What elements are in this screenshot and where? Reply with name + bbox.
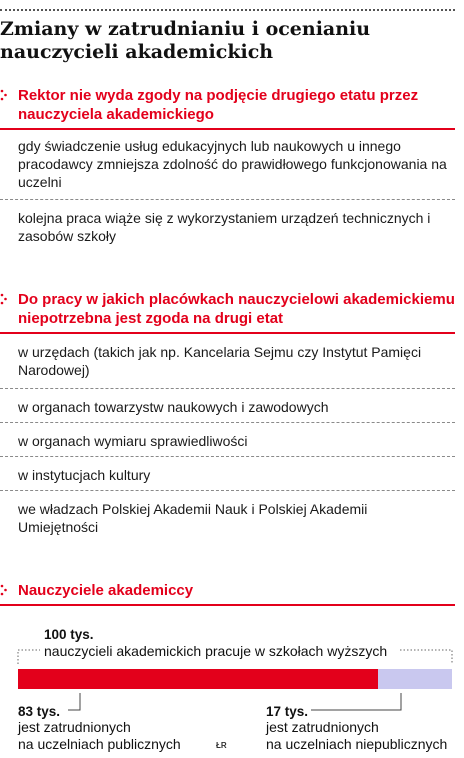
- section-heading-no-consent-needed: [0, 290, 455, 334]
- employment-bar: [18, 669, 452, 689]
- list-item: kolejna praca wiąże się z wykorzystaniem urządzeń technicznych i zasobów szkoły: [18, 210, 431, 244]
- public-label-line1: jest zatrudnionych: [18, 719, 131, 735]
- total-value: 100 tys.: [44, 627, 94, 642]
- top-divider: [0, 9, 455, 11]
- dotted-arrow-marker-icon: [0, 583, 10, 597]
- author-credit: ŁR: [216, 741, 227, 750]
- list-item: w organach wymiaru sprawiedliwości: [0, 423, 455, 457]
- public-share-bar: [18, 669, 378, 689]
- public-label-line2: na uczelniach publicznych: [18, 736, 181, 752]
- public-value: 83 tys.: [18, 704, 61, 719]
- private-label-line2: na uczelniach niepublicznych: [266, 736, 448, 752]
- section-heading-academics: [0, 581, 455, 606]
- dotted-arrow-marker-icon: [0, 292, 10, 306]
- list-item: gdy świadczenie usług edukacyjnych lub naukowych u innego pracodawcy zmniejsza zdolność do prawidłowego funkcjonowania na uczelni: [0, 137, 455, 200]
- list-item: w instytucjach kultury: [0, 457, 455, 491]
- exemption-list: [0, 343, 455, 537]
- section-heading-text: Nauczyciele akademiccy: [18, 582, 194, 599]
- page-title: Zmiany w zatrudnianiu i ocenianiu nauczycieli akademickich: [0, 18, 371, 63]
- list-item: w urzędach (takich jak np. Kancelaria Sejmu czy Instytut Pamięci Narodowej): [0, 343, 455, 389]
- no-consent-list: [0, 137, 455, 256]
- total-label: nauczycieli akademickich pracuje w szkołach wyższych: [44, 643, 388, 659]
- section-heading-text: Rektor nie wyda zgody na podjęcie drugiego etatu przez nauczyciela akademickiego: [18, 87, 419, 123]
- section-heading-no-consent: [0, 86, 455, 130]
- list-item: w organach towarzystw naukowych i zawodowych: [0, 389, 455, 423]
- private-label-line1: jest zatrudnionych: [266, 719, 379, 735]
- list-item: we władzach Polskiej Akademii Nauk i Polskiej Akademii Umiejętności: [18, 501, 368, 535]
- section-heading-text: Do pracy w jakich placówkach nauczycielowi akademickiemu niepotrzebna jest zgoda na drugi etat: [18, 291, 455, 327]
- dotted-arrow-marker-icon: [0, 88, 10, 102]
- private-value: 17 tys.: [266, 704, 309, 719]
